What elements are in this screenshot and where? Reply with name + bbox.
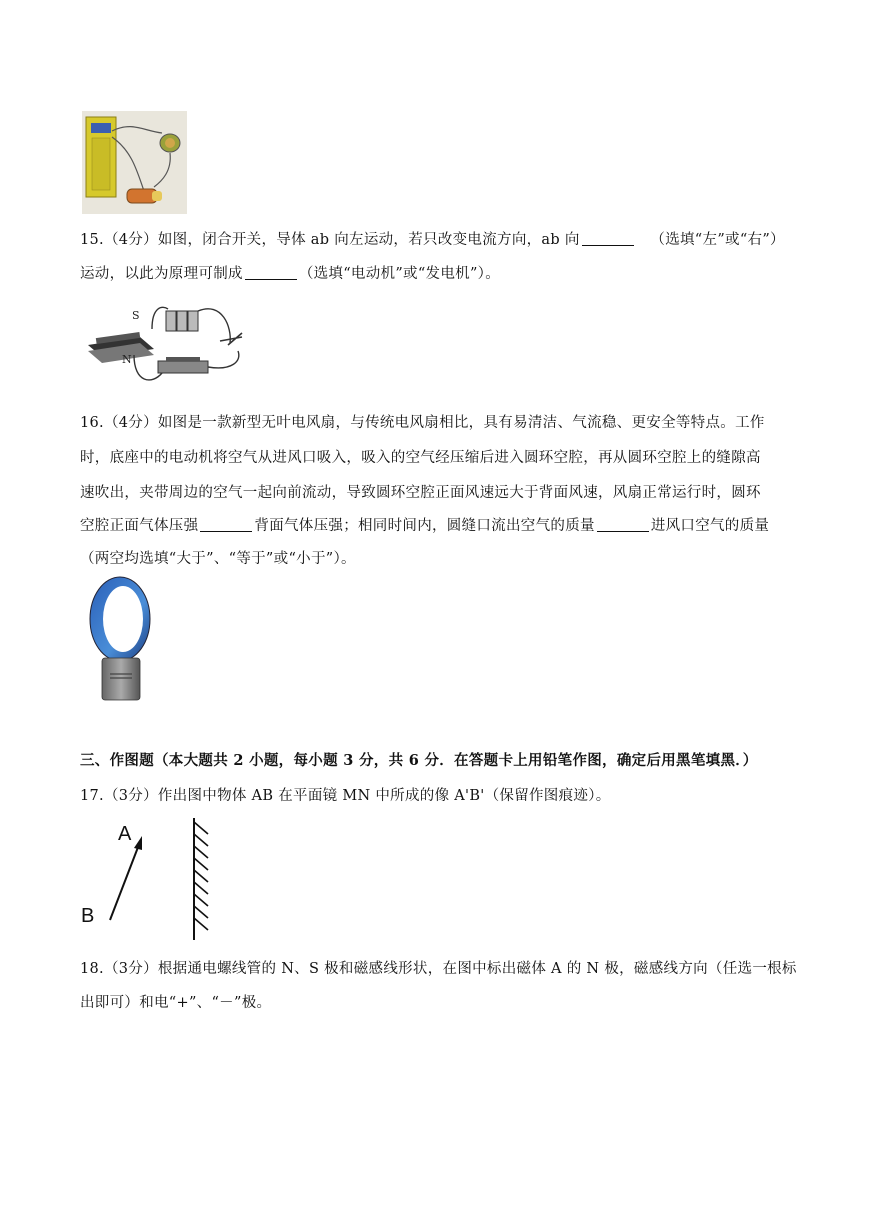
q16-line-3: 速吹出，夹带周边的空气一起向前流动，导致圆环空腔正面风速远大于背面风速，风扇正常运行时，圆环 xyxy=(80,485,761,501)
label-a: A xyxy=(118,823,132,845)
q15-text-2b: （选填“电动机”或“发电机”）。 xyxy=(298,266,501,282)
q15-text-1a: 15.（4分）如图，闭合开关，导体 ab 向左运动，若只改变电流方向，ab 向 xyxy=(80,232,580,248)
q18-line-1: 18.（3分）根据通电螺线管的 N、S 极和磁感线形状，在图中标出磁体 A 的 N 极，磁感线方向（任选一根标 xyxy=(80,961,797,977)
q16-text-4a: 空腔正面气体压强 xyxy=(80,518,199,534)
q16-line-4 xyxy=(80,514,769,535)
q15-text-1b: （选填“左”或“右”） xyxy=(650,232,785,248)
q15-text-2a: 运动，以此为原理可制成 xyxy=(80,266,243,282)
n-label: N xyxy=(122,353,132,366)
q16-text-4c: 进风口空气的质量 xyxy=(650,518,770,534)
q15-blank-1[interactable] xyxy=(582,231,634,246)
q17-text: 17.（3分）作出图中物体 AB 在平面镜 MN 中所成的像 A'B'（保留作图痕迹）。 xyxy=(80,788,611,804)
q16-blank-2[interactable] xyxy=(597,517,649,532)
magnet-circuit-figure xyxy=(82,297,252,389)
meter-coil-figure xyxy=(82,111,187,214)
section-3-heading: 三、作图题（本大题共 2 小题，每小题 3 分，共 6 分．在答题卡上用铅笔作图，确定后用黑笔填黑．） xyxy=(80,752,758,769)
q15-line-2 xyxy=(80,262,500,283)
label-b: B xyxy=(81,905,95,927)
q16-line-1: 16.（4分）如图是一款新型无叶电风扇，与传统电风扇相比，具有易清洁、气流稳、更安全等特点。工作 xyxy=(80,415,765,431)
s-label: S xyxy=(132,309,140,322)
q16-text-4b: 背面气体压强；相同时间内，圆缝口流出空气的质量 xyxy=(254,518,595,534)
q18-line-2: 出即可）和电“+”、“－”极。 xyxy=(80,995,272,1011)
q16-blank-1[interactable] xyxy=(200,517,252,532)
bladeless-fan-figure xyxy=(82,574,162,702)
q16-line-2: 时，底座中的电动机将空气从进风口吸入，吸入的空气经压缩后进入圆环空腔，再从圆环空腔上的缝隙高 xyxy=(80,450,761,466)
mirror-diagram xyxy=(78,812,218,942)
q15-blank-2[interactable] xyxy=(245,265,297,280)
q15-line-1 xyxy=(80,228,785,249)
q16-line-5: （两空均选填“大于”、“等于”或“小于”）。 xyxy=(80,551,356,567)
mirror-hatching xyxy=(194,822,208,930)
